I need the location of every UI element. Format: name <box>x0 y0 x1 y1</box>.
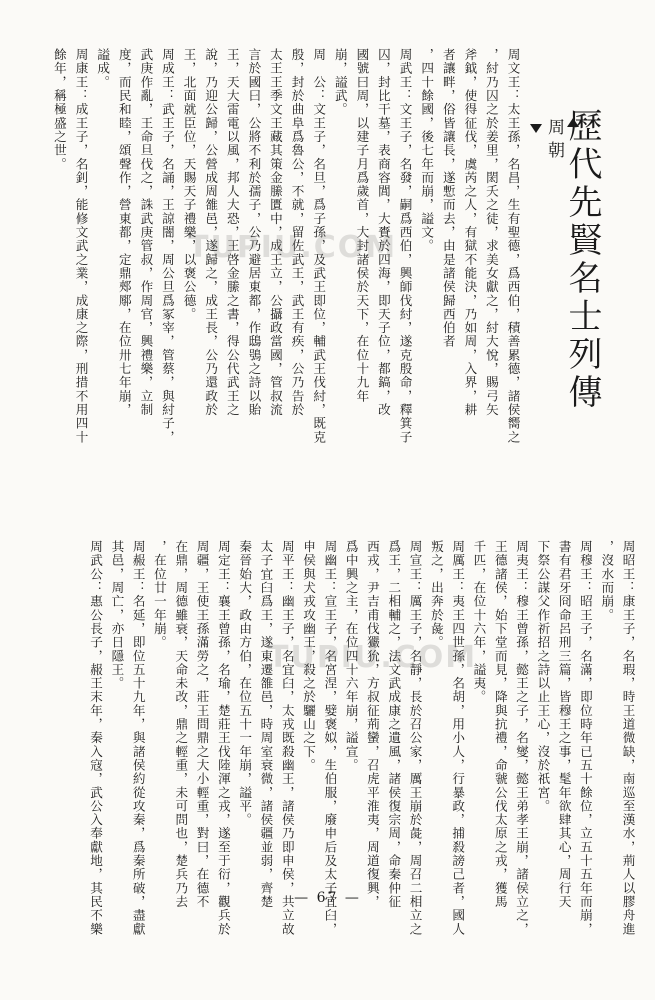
triangle-up-icon <box>567 118 579 127</box>
text-column: 周疆，王使王孫滿勞之，莊王問鼎之大小輕重，對曰，在德不 <box>194 540 210 909</box>
text-column: 者讓畔，俗皆讓長，遂慙而去，由是諸侯歸西伯者 <box>440 48 456 349</box>
text-column: 殷，封於曲阜爲魯公，不就，留佐武王，武王有疾，公乃告於 <box>289 48 305 417</box>
text-column: 周文王：太王孫，名昌，生有聖德，爲西伯，積善累德，諸侯嚮之 <box>505 48 521 444</box>
text-column: 斧鉞，使得征伐，虞芮之人，有獄不能決，乃如周，入界，耕 <box>462 48 478 417</box>
text-column: 說，乃迎公歸，公營成周雒邑，遂歸之，成王長，公乃還政於 <box>203 48 219 417</box>
text-column: 周康王：成王子，名釗，能修文武之業，成康之際，刑措不用四十 <box>73 48 89 444</box>
page-title: 歷代先賢名士列傳 <box>562 108 602 412</box>
text-column: 千匹，在位十六年，謚夷。 <box>471 540 487 704</box>
text-column: 王，北面就臣位，天賜天子禮樂，以褒公德。 <box>181 48 197 321</box>
text-column: 在鼎，周德雖衰，天命未改，鼎之輕重，未可問也，楚兵乃去 <box>173 540 189 909</box>
text-column: 申侯與犬戎攻幽王，殺之於驪山之下。 <box>301 540 317 773</box>
text-column: 周穆王：昭王子，名滿，即位時年已五十餘位，立五十五年而崩， <box>577 540 593 936</box>
text-column: ，沒水而崩。 <box>599 540 615 622</box>
text-column: 王德諸侯，始下堂而見，降與抗禮，命虢公伐太原之戎，獲馬 <box>492 540 508 909</box>
text-column: 崩，謚武。 <box>332 48 348 117</box>
text-column: 周宣王：厲王子，名靜，長於召公家，厲王崩於彘，周召二相立之 <box>407 540 423 936</box>
text-column: 周幽王：宣王子，名宮涅，嬖褒姒，生伯服，廢申后及太子宜臼， <box>322 540 338 936</box>
text-column: 周厲王：夷王四世孫，名胡，用小人，行暴政，捕殺謗己者，國人 <box>450 540 466 936</box>
text-column: 周定王：襄王曾孫，名瑜，楚莊王伐陸渾之戎，遂至于衍，觀兵於 <box>215 540 231 936</box>
triangle-down-icon <box>530 124 542 133</box>
section-heading-text: 周朝 <box>544 118 564 164</box>
text-column: 爲王，二相輔之，法文武成康之遺風，諸侯復宗周，命秦仲征 <box>386 540 402 909</box>
text-column: 謚成。 <box>95 48 111 89</box>
watermark: TUPIU.COM <box>268 640 478 675</box>
text-column: 西戎，尹吉甫伐玁狁，方叔征荊蠻，召虎平淮夷，周道復興， <box>364 540 380 909</box>
text-column: 囚，封比干墓，表商容閭，大賚於四海，即天子位，都鎬，改 <box>375 48 391 417</box>
text-column: 周赧王：名延，即位五十九年，與諸侯約從攻秦，爲秦所破，盡獻 <box>130 540 146 936</box>
text-column: 國號曰周，以建子月爲歲首，大封諸侯於天下，在位十九年 <box>354 48 370 403</box>
text-column: 周夷王：穆王曾孫，懿王之子，名燮，懿王弟孝王崩，諸侯立之， <box>514 540 530 936</box>
text-column: 叛之，出奔於彘。 <box>428 540 444 650</box>
text-column: 秦晉始大，政由方伯，在位五十一年崩，謚平。 <box>237 540 253 827</box>
text-column: 周 公：文王子，名旦，爲子孫，及武王即位，輔武王伐紂，既克 <box>311 48 327 444</box>
watermark: TUPIU.COM <box>188 230 398 265</box>
text-column: 爲中興之主，在位四十六年崩，謚宣。 <box>343 540 359 773</box>
text-column: 王，天大雷電以風，邦人大恐，王啓金縢之書，得公代武王之 <box>224 48 240 417</box>
text-column: ，紂乃囚之於姜里，閎夭之徒，求美女獻之，紂大悅，賜弓矢 <box>483 48 499 417</box>
text-column: ，四十餘國，後七年而崩，謚文。 <box>419 48 435 253</box>
page-number: — 67 — <box>294 890 361 906</box>
text-column: 太子宜臼爲王，遂東遷雒邑，時周室衰微，諸侯疆並弱，齊楚 <box>258 540 274 909</box>
text-column: 餘年，稱極盛之世。 <box>51 48 67 171</box>
text-column: 周昭王：康王子，名瑕，時王道微缺，南巡至漢水，荊人以膠舟進 <box>620 540 636 936</box>
text-column: 度，而民和睦，頌聲作，營東都，定鼎郟鄏，在位卅七年崩， <box>116 48 132 417</box>
text-column: 太王王季文王藏其策金縢匱中，成王立，公攝政當國，管叔流 <box>267 48 283 417</box>
text-column: 周武公：惠公長子，赧王末年，秦入寇，武公入奉獻地，其民不樂 <box>88 540 104 936</box>
text-column: 言於國曰，公將不利於孺子，公乃避居東都，作鴟鴞之詩以貽 <box>246 48 262 417</box>
text-column: 其邑，周亡，亦日隱王。 <box>109 540 125 691</box>
text-column: 武庚作亂，王命旦伐之，誅武庚管叔，作周官，興禮樂，立制 <box>138 48 154 417</box>
text-column: 周平王：幽王子，名宜臼，太戎既殺幽王，諸侯乃即申侯，共立故 <box>279 540 295 936</box>
text-column: 下祭公謀父作祈招之詩以止王心，沒於祇宮。 <box>535 540 551 813</box>
text-column: ，在位廿一年崩。 <box>151 540 167 650</box>
section-heading <box>530 118 579 164</box>
text-column: 周武王：文王子，名發，嗣爲西伯，興師伐紂，遂克殷命，釋箕子 <box>397 48 413 444</box>
text-column: 書有君牙冏命呂刑三篇，皆穆王之事，髦年欲肆其心，周行天 <box>556 540 572 909</box>
text-column: 周成王：武王子，名誦，王諒闇，周公旦爲冢宰，管蔡，與紂子， <box>159 48 175 444</box>
